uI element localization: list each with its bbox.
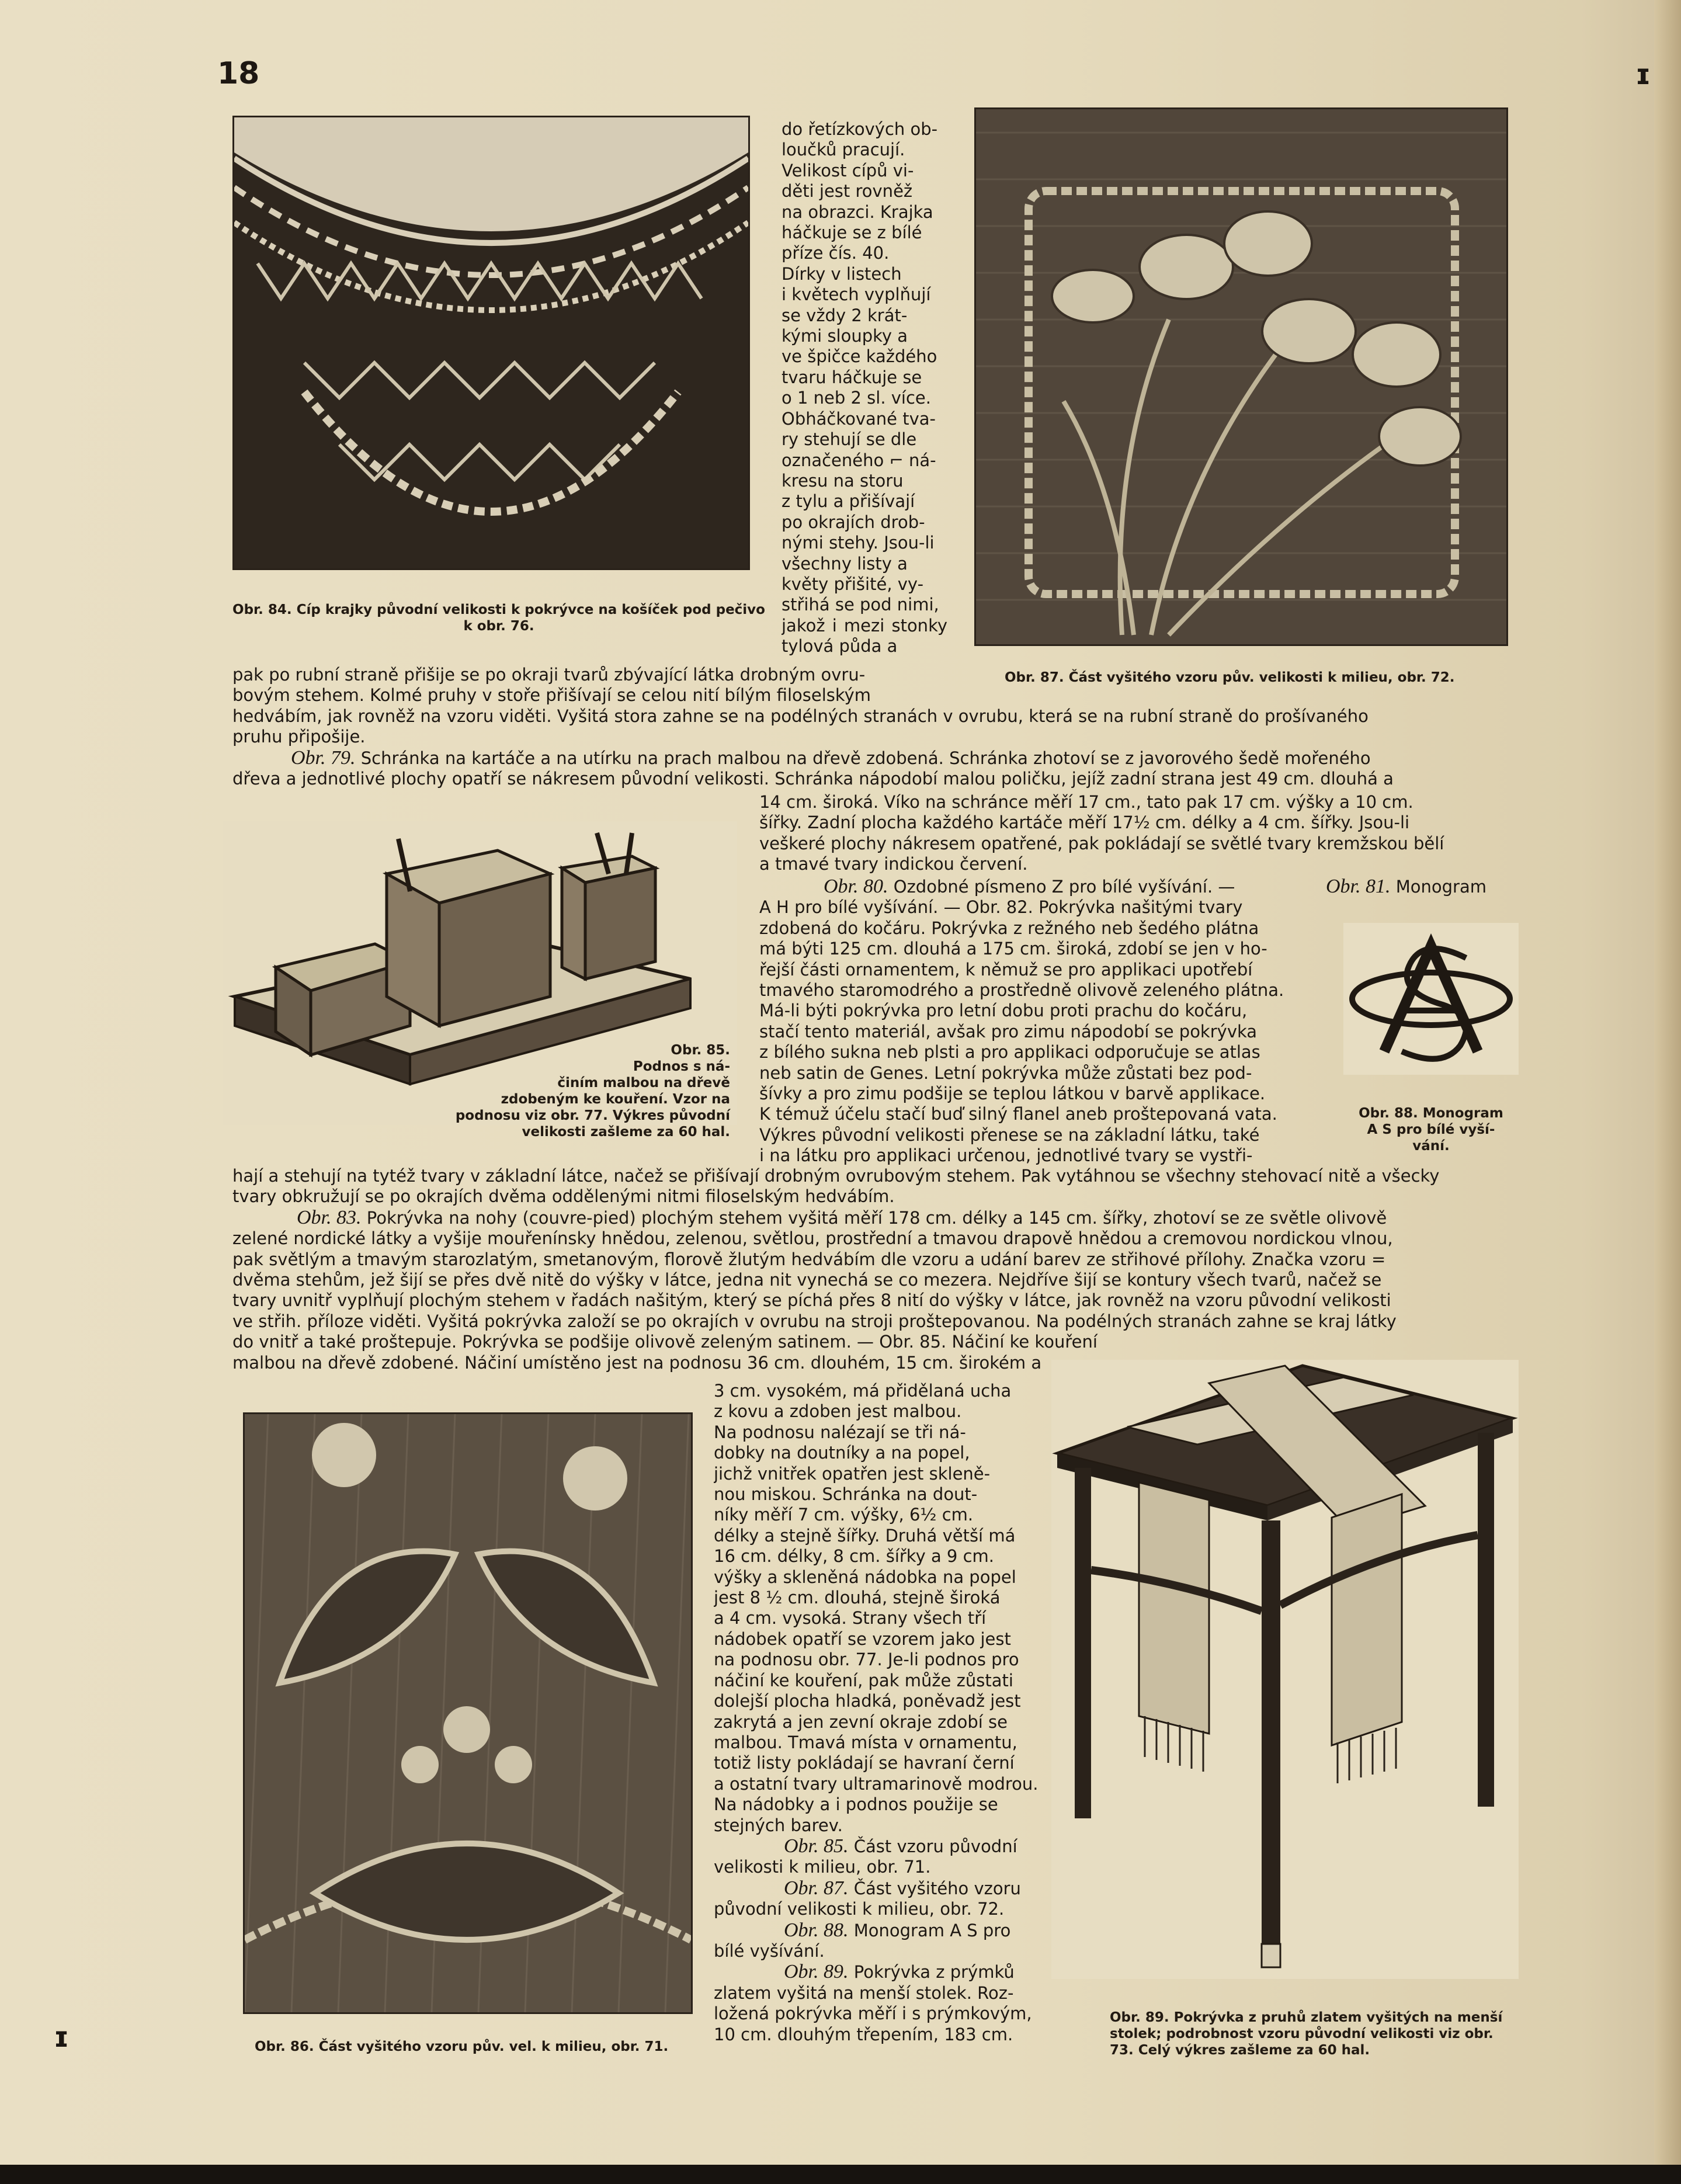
text-line: veškeré plochy nákresem opatřené, pak pokládají se světlé tvary kremžskou bělí [759, 833, 1444, 853]
text-line: dřeva a jednotlivé plochy opatří se nákresem původní velikosti. Schránka nápodobí malou poličku, jejíž zadní strana jest 49 cm. dlouhá a [232, 769, 1394, 789]
figure-reference: Obr. 79. [291, 747, 356, 769]
text-line: tvaru háčkuje se [782, 367, 922, 387]
figure-reference: Obr. 87. [784, 1877, 849, 1899]
caption-line: činím malbou na dřevě [557, 1075, 730, 1091]
text-line: K témuž účelu stačí buď silný flanel aneb proštepovaná vata. [759, 1104, 1277, 1124]
text-line: se vždy 2 krát- [782, 305, 908, 325]
text-line: dobky na doutníky a na popel, [714, 1443, 970, 1463]
figure-86-embroidery [243, 1412, 693, 2014]
text-line: A H pro bílé vyšívání. — Obr. 82. Pokrývka našitými tvary [759, 897, 1243, 918]
text-span: Pokrývka z prýmků [848, 1962, 1015, 1982]
text-line: loučků pracují. [782, 140, 905, 160]
text-line: z kovu a zdoben jest malbou. [714, 1401, 962, 1422]
text-line: a tmavé tvary indickou červení. [759, 854, 1028, 874]
text-line: i na látku pro applikaci určenou, jednotlivé tvary se vystři- [759, 1145, 1253, 1166]
text-line: květy přišité, vy- [782, 574, 924, 594]
text-line: má býti 125 cm. dlouhá a 175 cm. široká, zdobí se jen v ho- [759, 939, 1267, 959]
caption-line: vání. [1412, 1138, 1450, 1154]
text-line: po okrajích drob- [782, 512, 925, 532]
text-line: velikosti k milieu, obr. 71. [714, 1857, 931, 1877]
text-line: nádobek opatří se vzorem jako jest [714, 1629, 1011, 1649]
text-line: háčkuje se z bílé [782, 223, 922, 243]
text-span: Část vzoru původní [848, 1836, 1017, 1856]
figure-87-embroidery [974, 107, 1508, 646]
table-with-embroidered-cover-illustration [1051, 1360, 1519, 1979]
figure-88-monogram [1343, 923, 1519, 1075]
text-line: Má-li býti pokrývka pro letní dobu proti prachu do kočáru, [759, 1001, 1248, 1021]
text-line: označeného ⌐ ná- [782, 450, 936, 470]
text-line: Na podnosu nalézají se tři ná- [714, 1422, 966, 1442]
text-line: neb satin de Genes. Letní pokrývka může zůstati bez pod- [759, 1063, 1252, 1083]
text-line: kými sloupky a [782, 326, 908, 346]
figure-84-lace [232, 116, 750, 570]
text-line: Výkres původní velikosti přenese se na základní látku, také [759, 1124, 1260, 1145]
text-line: na podnosu obr. 77. Je-li podnos pro [714, 1650, 1019, 1670]
text-line: ložená pokrývka měří i s prýmkovým, [714, 2004, 1032, 2024]
text-line: níky měří 7 cm. výšky, 6½ cm. [714, 1505, 974, 1525]
text-span: Monogram [1390, 877, 1486, 897]
caption-line: stolek; podrobnost vzoru původní velikosti viz obr. [1110, 2026, 1494, 2041]
obr81-heading [1326, 876, 1519, 897]
text-line: z bílého sukna neb plsti a pro applikaci odporučuje se atlas [759, 1042, 1260, 1063]
text-line: 3 cm. vysokém, má přidělaná ucha [714, 1381, 1012, 1401]
text-line: ve střih. příloze viděti. Vyšitá pokrývka založí se po okrajích v ovrubu na stroji proštepovanou. Na podélných stranách zahne se kraj látky [232, 1311, 1397, 1331]
text-line: hají a stehují na tytéž tvary v základní látce, načež se přišívají drobným ovrubovým stehem. Pak vytáhnou se všechny stehovací nitě a všecky [232, 1166, 1440, 1186]
text-line: a ostatní tvary ultramarinově modrou. [714, 1773, 1039, 1794]
text-line: jakož i mezi stonky tylová půda a [782, 615, 947, 657]
text-line: kresu na storu [782, 470, 904, 491]
text-line: malbou na dřevě zdobené. Náčiní umístěno jest na podnosu 36 cm. dlouhém, 15 cm. širokém a [232, 1352, 1042, 1373]
caption-line: 73. Celý výkres zašleme za 60 hal. [1110, 2043, 1370, 2058]
text-line: náčiní ke kouření, pak může zůstati [714, 1670, 1013, 1690]
text-span: Pokrývka na nohy (couvre-pied) plochým stehem vyšitá měří 178 cm. délky a 145 cm. šířky, zhotoví se ze světle olivově [361, 1207, 1387, 1228]
text-span: Ozdobné písmeno Z pro bílé vyšívání. — [888, 877, 1235, 897]
text-line: a 4 cm. vysoká. Strany všech tří [714, 1608, 987, 1629]
text-line: výšky a skleněná nádobka na popel [714, 1567, 1016, 1587]
text-line: ry stehují se dle [782, 429, 917, 450]
figure-reference: Obr. 83. [297, 1207, 362, 1228]
text-line: Na nádobky a i podnos použije se [714, 1794, 998, 1815]
text-line: původní velikosti k milieu, obr. 72. [714, 1899, 1005, 1919]
monogram-as-illustration [1343, 923, 1519, 1075]
caption-line: A S pro bílé vyší- [1367, 1122, 1495, 1137]
text-line: bovým stehem. Kolmé pruhy v stoře přišívají se celou nití bílým filoselským [232, 685, 871, 706]
figure-88-caption [1338, 1105, 1524, 1154]
figure-89-caption [1110, 2009, 1530, 2058]
text-line: zakrytá a jen zevní okraje zdobí se [714, 1711, 1008, 1732]
text-line: příze čís. 40. [782, 243, 890, 263]
figure-reference: Obr. 89. [784, 1961, 849, 1983]
figure-85-caption [327, 1042, 730, 1140]
caption-line: velikosti zašleme za 60 hal. [522, 1124, 730, 1140]
text-line: o 1 neb 2 sl. více. [782, 388, 931, 408]
figure-reference: Obr. 80. [824, 876, 888, 897]
text-line: nými stehy. Jsou-li [782, 533, 935, 553]
text-line: šívky a pro zimu podšije se teplou látkou v barvě applikace. [759, 1084, 1266, 1104]
text-line: z tylu a přišívají [782, 491, 915, 512]
text-line: na obrazci. Krajka [782, 202, 933, 222]
text-line: do vnitř a také proštepuje. Pokrývka se podšije olivově zeleným satinem. — Obr. 85. Náčiní ke kouření [232, 1332, 1097, 1352]
text-line: pak světlým a tmavým starozlatým, smetanovým, florově žlutým hedvábím dle vzoru a udání barev ze střihové přílohy. Značka vzoru = [232, 1249, 1386, 1269]
text-line: Obháčkované tva- [782, 408, 936, 429]
scan-bottom-band [0, 2165, 1681, 2184]
text-line: délky a stejně šířky. Druhá větší má [714, 1525, 1016, 1546]
caption-line: Podnos s ná- [633, 1059, 730, 1074]
text-line: ve špičce každého [782, 346, 937, 367]
paragraph-block-1 [232, 665, 1517, 789]
text-line: zdobená do kočáru. Pokrývka z režného neb šedého plátna [759, 918, 1259, 938]
text-line: 14 cm. široká. Víko na schránce měří 17 cm., tato pak 17 cm. výšky a 10 cm. [759, 792, 1413, 812]
column-mid2-text [759, 876, 1313, 1166]
text-line: hedvábím, jak rovněž na vzoru viděti. Vyšitá stora zahne se na podélných stranách v ovrubu, která se na rubní straně do prošívaného [232, 706, 1369, 726]
embroidered-ornament-illustration [245, 1414, 691, 2012]
text-line: i květech vyplňují [782, 284, 931, 305]
text-span: Část vyšitého vzoru [848, 1878, 1021, 1898]
text-line: do řetízkových ob- [782, 119, 938, 139]
figure-89-table [1051, 1360, 1519, 1979]
caption-line: Obr. 89. Pokrývka z pruhů zlatem vyšitých na menší [1110, 2010, 1503, 2025]
figure-86-caption: Obr. 86. Část vyšitého vzoru pův. vel. k milieu, obr. 71. [255, 2039, 669, 2054]
text-line: malbou. Tmavá místa v ornamentu, [714, 1732, 1017, 1752]
text-span: Schránka na kartáče a na utírku na prach malbou na dřevě zdobená. Schránka zhotoví se z javorového šedě mořeného [355, 748, 1371, 768]
figure-reference: Obr. 81. [1326, 876, 1391, 897]
text-line: stejných barev. [714, 1815, 843, 1835]
figure-84-caption: Obr. 84. Cíp krajky původní velikosti k pokrývce na košíček pod pečivo k obr. 76. [232, 602, 765, 634]
text-line: Velikost cípů vi- [782, 160, 914, 180]
text-line: nou miskou. Schránka na dout- [714, 1484, 978, 1505]
text-line: pak po rubní straně přišije se po okraji tvarů zbývající látka drobným ovru- [232, 665, 866, 685]
paragraph-block-2 [232, 1166, 1517, 1373]
text-line: bílé vyšívání. [714, 1940, 825, 1961]
caption-line: Obr. 85. [671, 1043, 730, 1058]
page-number: 18 [217, 56, 260, 91]
text-line: dvěma stehům, jež šijí se přes dvě nitě do výšky v látce, jedna nit vynechá se co mezera. Nejdříve šijí se kontury všech tvarů, načež se [232, 1270, 1382, 1290]
text-line: jest 8 ½ cm. dlouhá, stejně široká [714, 1588, 1001, 1608]
margin-mark-top-right: ɪ [1635, 58, 1651, 91]
text-span: Monogram A S pro [848, 1920, 1011, 1940]
text-line: jichž vnitřek opatřen jest skleně- [714, 1463, 991, 1484]
caption-line: podnosu viz obr. 77. Výkres původní [455, 1108, 730, 1123]
column-top-text [782, 119, 947, 657]
figure-87-caption: Obr. 87. Část vyšitého vzoru pův. velikosti k milieu, obr. 72. [1005, 670, 1455, 685]
caption-line: Obr. 88. Monogram [1359, 1106, 1503, 1121]
text-line: dolejší plocha hladká, poněvadž jest [714, 1691, 1021, 1711]
text-line: tmavého staromodrého a prostředně olivově zeleného plátna. [759, 980, 1284, 1001]
text-line: totiž listy pokládají se havraní černí [714, 1753, 1015, 1773]
crochet-lace-border-illustration [234, 117, 748, 568]
margin-mark-bottom-left: ɪ [54, 2021, 70, 2054]
text-line: tvary obkružují se po okrajích dvěma oddělenými nitmi filoselským hedvábím. [232, 1186, 895, 1207]
text-line: všechny listy a [782, 553, 908, 574]
text-line: střihá se pod nimi, [782, 595, 939, 615]
text-line: zelené nordické látky a vyšije mouřenínsky hnědou, zelenou, světlou, prostřední a tmavou drapově hnědou a cremovou nordickou vlnou, [232, 1228, 1393, 1249]
caption-line: zdobeným ke kouření. Vzor na [501, 1092, 730, 1107]
text-line: pruhu připošije. [232, 727, 366, 747]
figure-reference: Obr. 85. [784, 1835, 849, 1857]
text-line: stačí tento materiál, avšak pro zimu nápodobí se pokrývka [759, 1021, 1258, 1041]
figure-reference: Obr. 88. [784, 1919, 849, 1941]
text-line: děti jest rovněž [782, 181, 913, 202]
text-line: 16 cm. délky, 8 cm. šířky a 9 cm. [714, 1546, 995, 1567]
text-line: tvary uvnitř vyplňují plochým stehem v řadách našitým, který se píchá přes 8 nití do výšky v látce, jak rovněž na vzoru původní velikosti [232, 1290, 1391, 1311]
text-line: 10 cm. dlouhým třepením, 183 cm. [714, 2024, 1013, 2044]
column-mid-text [759, 792, 1519, 875]
text-line: šířky. Zadní plocha každého kartáče měří 17½ cm. délky a 4 cm. šířky. Jsou-li [759, 813, 1410, 833]
text-line: zlatem vyšitá na menší stolek. Roz- [714, 1982, 1014, 2003]
embroidered-flowers-illustration [976, 109, 1506, 644]
column-bottom-text [714, 1381, 1076, 2045]
page-right-edge [1654, 0, 1681, 2165]
text-line: Dírky v listech [782, 263, 902, 284]
text-line: řejší části ornamentem, k němuž se pro applikaci upotřebí [759, 959, 1253, 980]
